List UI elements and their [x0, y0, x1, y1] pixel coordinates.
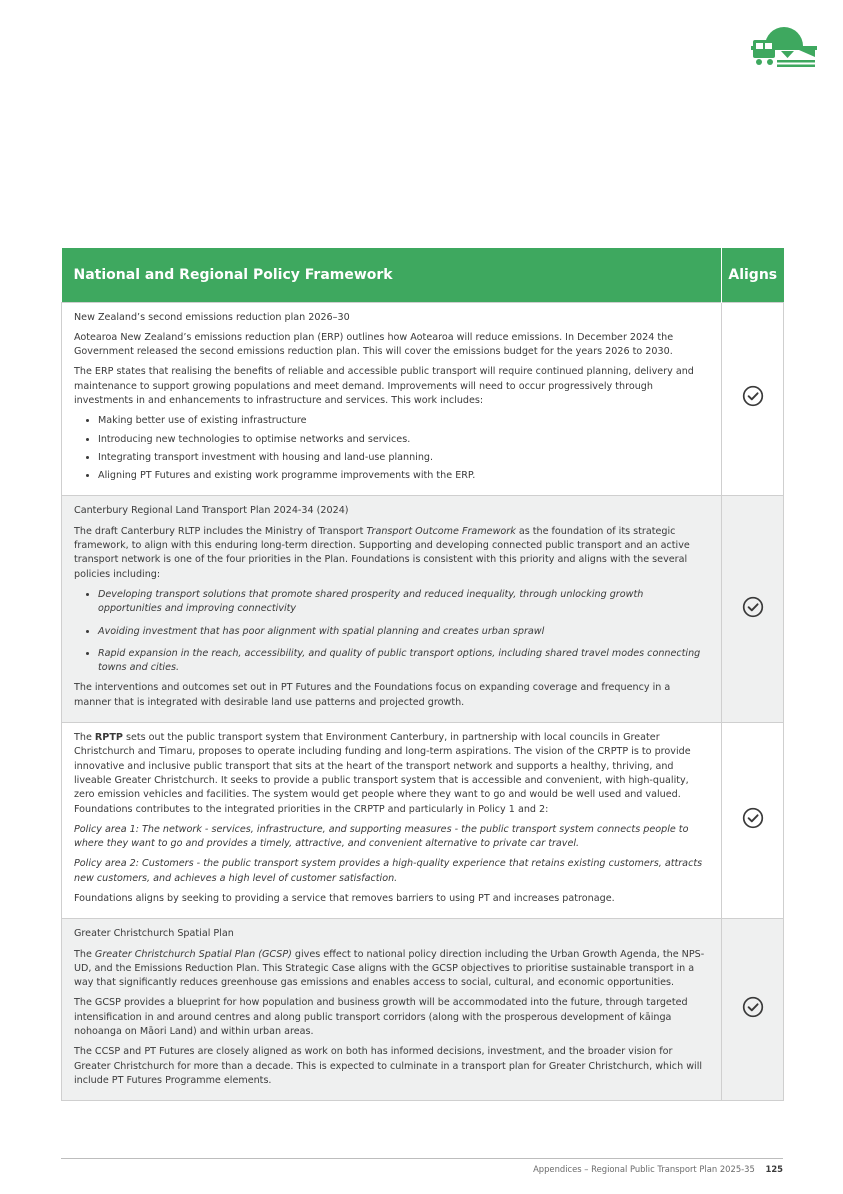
policy-cell	[62, 496, 722, 723]
policy-title: New Zealand’s second emissions reduction plan 2026–30	[74, 311, 350, 323]
text-span: sets out the public transport system that Environment Canterbury, in partnership with local councils in Greater Christchurch and Timaru, proposes to operate including funding and long-term aspirations. The vision of the CRPTP is to provide innovative and inclusive public transport that sits at the heart of the transport network and supports a healthy, thriving, and liveable Greater Christchurch. It seeks to provide a public transport system that is accessible and convenient, with high-quality, zero emission vehicles and facilities. The system would get people where they want to go and would be well used and valued. Foundations contributes to the integrated priorities in the CRPTP and particularly in Policy 1 and 2:	[74, 732, 691, 815]
policy-paragraph: The interventions and outcomes set out in PT Futures and the Foundations focus on expanding coverage and frequency in a manner that is integrated with desirable land use patterns and projected growth.	[74, 682, 671, 708]
text-span: The draft Canterbury RLTP includes the Ministry of Transport	[74, 525, 367, 537]
policy-paragraph: Foundations aligns by seeking to providing a service that removes barriers to using PT and increases patronage.	[74, 893, 615, 904]
italic-policy-area: Policy area 1: The network - services, infrastructure, and supporting measures - the public transport system connects people to where they want to go and provides a timely, attractive, and convenient alternative to private car travel.	[74, 823, 689, 850]
policy-paragraph	[74, 731, 709, 817]
policy-bullet-list	[74, 414, 709, 483]
column-header-aligns: Aligns	[722, 248, 784, 302]
aligns-cell	[722, 919, 784, 1101]
list-item	[98, 588, 709, 617]
aligns-cell	[722, 723, 784, 919]
italic-document-name: Transport Outcome Framework	[366, 525, 516, 537]
policy-paragraph: The GCSP provides a blueprint for how population and business growth will be accommodated into the future, through targeted intensification in and around centres and along public transport corridors (along with the prosperous development of kāinga nohoanga on Māori Land) and within urban areas.	[74, 997, 688, 1038]
policy-paragraph	[74, 857, 709, 886]
list-item	[98, 625, 709, 639]
list-item: • Making better use of existing infrastructure	[98, 414, 709, 428]
policy-title: Greater Christchurch Spatial Plan	[74, 928, 234, 940]
table-row	[62, 919, 784, 1101]
policy-paragraph	[74, 525, 709, 582]
column-header-framework: National and Regional Policy Framework	[62, 248, 722, 302]
italic-bullet-text: Developing transport solutions that promote shared prosperity and reduced inequality, through unlocking growth opportunities and improving connectivity	[98, 588, 644, 615]
list-item: • Aligning PT Futures and existing work programme improvements with the ERP.	[98, 469, 709, 483]
policy-framework-table	[61, 248, 784, 1101]
footer-divider	[61, 1158, 783, 1159]
ecan-logo	[751, 26, 817, 69]
policy-paragraph	[74, 823, 709, 852]
text-span: gives effect to national policy direction including the Urban Growth Agenda, the NPS-UD, and the Emissions Reduction Plan. This Strategic Case aligns with the GCSP objectives to prioritise sustainable transport in a way that significantly reduces greenhouse gas emissions and enables access to social, cultural, and economic opportunities.	[74, 948, 705, 989]
page-footer	[533, 1164, 783, 1174]
aligns-cell	[722, 302, 784, 496]
policy-cell	[62, 302, 722, 496]
policy-cell	[62, 919, 722, 1101]
policy-paragraph: The CCSP and PT Futures are closely aligned as work on both has informed decisions, investment, and the broader vision for Greater Christchurch for more than a decade. This is expected to culminate in a transport plan for Greater Christchurch, which will include PT Futures Programme elements.	[74, 1046, 703, 1086]
table-row	[62, 496, 784, 723]
page-number: 125	[765, 1164, 783, 1174]
footer-text: Appendices – Regional Public Transport Plan 2025-35	[533, 1164, 755, 1174]
list-item	[98, 647, 709, 676]
text-span: as the foundation of its strategic framework, to align with this enduring long-term direction. Supporting and developing connected public transport and an active transport network is one of the four priorities in the Plan. Foundations is consistent with this priority and aligns with the several policies including:	[74, 525, 690, 580]
italic-document-name: Greater Christchurch Spatial Plan (GCSP)	[94, 948, 292, 960]
text-span: The	[74, 732, 95, 744]
check-circle-icon	[742, 596, 764, 618]
bold-acronym: RPTP	[94, 732, 123, 744]
aligns-cell	[722, 496, 784, 723]
list-item: • Integrating transport investment with housing and land-use planning.	[98, 451, 709, 465]
policy-paragraph	[74, 948, 709, 991]
policy-bullet-list	[74, 588, 709, 675]
check-circle-icon	[742, 807, 764, 829]
table-row	[62, 723, 784, 919]
italic-bullet-text: Rapid expansion in the reach, accessibility, and quality of public transport options, including shared travel modes connecting towns and cities.	[98, 647, 701, 674]
list-item: • Introducing new technologies to optimise networks and services.	[98, 433, 709, 447]
italic-bullet-text: Avoiding investment that has poor alignment with spatial planning and creates urban sprawl	[98, 625, 545, 637]
italic-policy-area: Policy area 2: Customers - the public transport system provides a high-quality experience that retains existing customers, attracts new customers, and achieves a high level of customer satisfaction.	[74, 858, 703, 884]
policy-paragraph: Aotearoa New Zealand’s emissions reduction plan (ERP) outlines how Aotearoa will reduce emissions. In December 2024 the Government released the second emissions reduction plan. This will cover the emissions budget for the years 2026 to 2030.	[74, 331, 674, 358]
policy-paragraph: The ERP states that realising the benefits of reliable and accessible public transport will require continued planning, delivery and maintenance to support growing populations and meet demand. Improvements will need to occur progressively through investments in and enhancements to infrastructure and services. This work includes:	[74, 366, 694, 406]
policy-title: Canterbury Regional Land Transport Plan 2024-34 (2024)	[74, 505, 349, 517]
policy-cell	[62, 723, 722, 919]
text-span: The	[74, 948, 95, 960]
check-circle-icon	[742, 385, 764, 407]
check-circle-icon	[742, 996, 764, 1018]
table-row	[62, 302, 784, 496]
